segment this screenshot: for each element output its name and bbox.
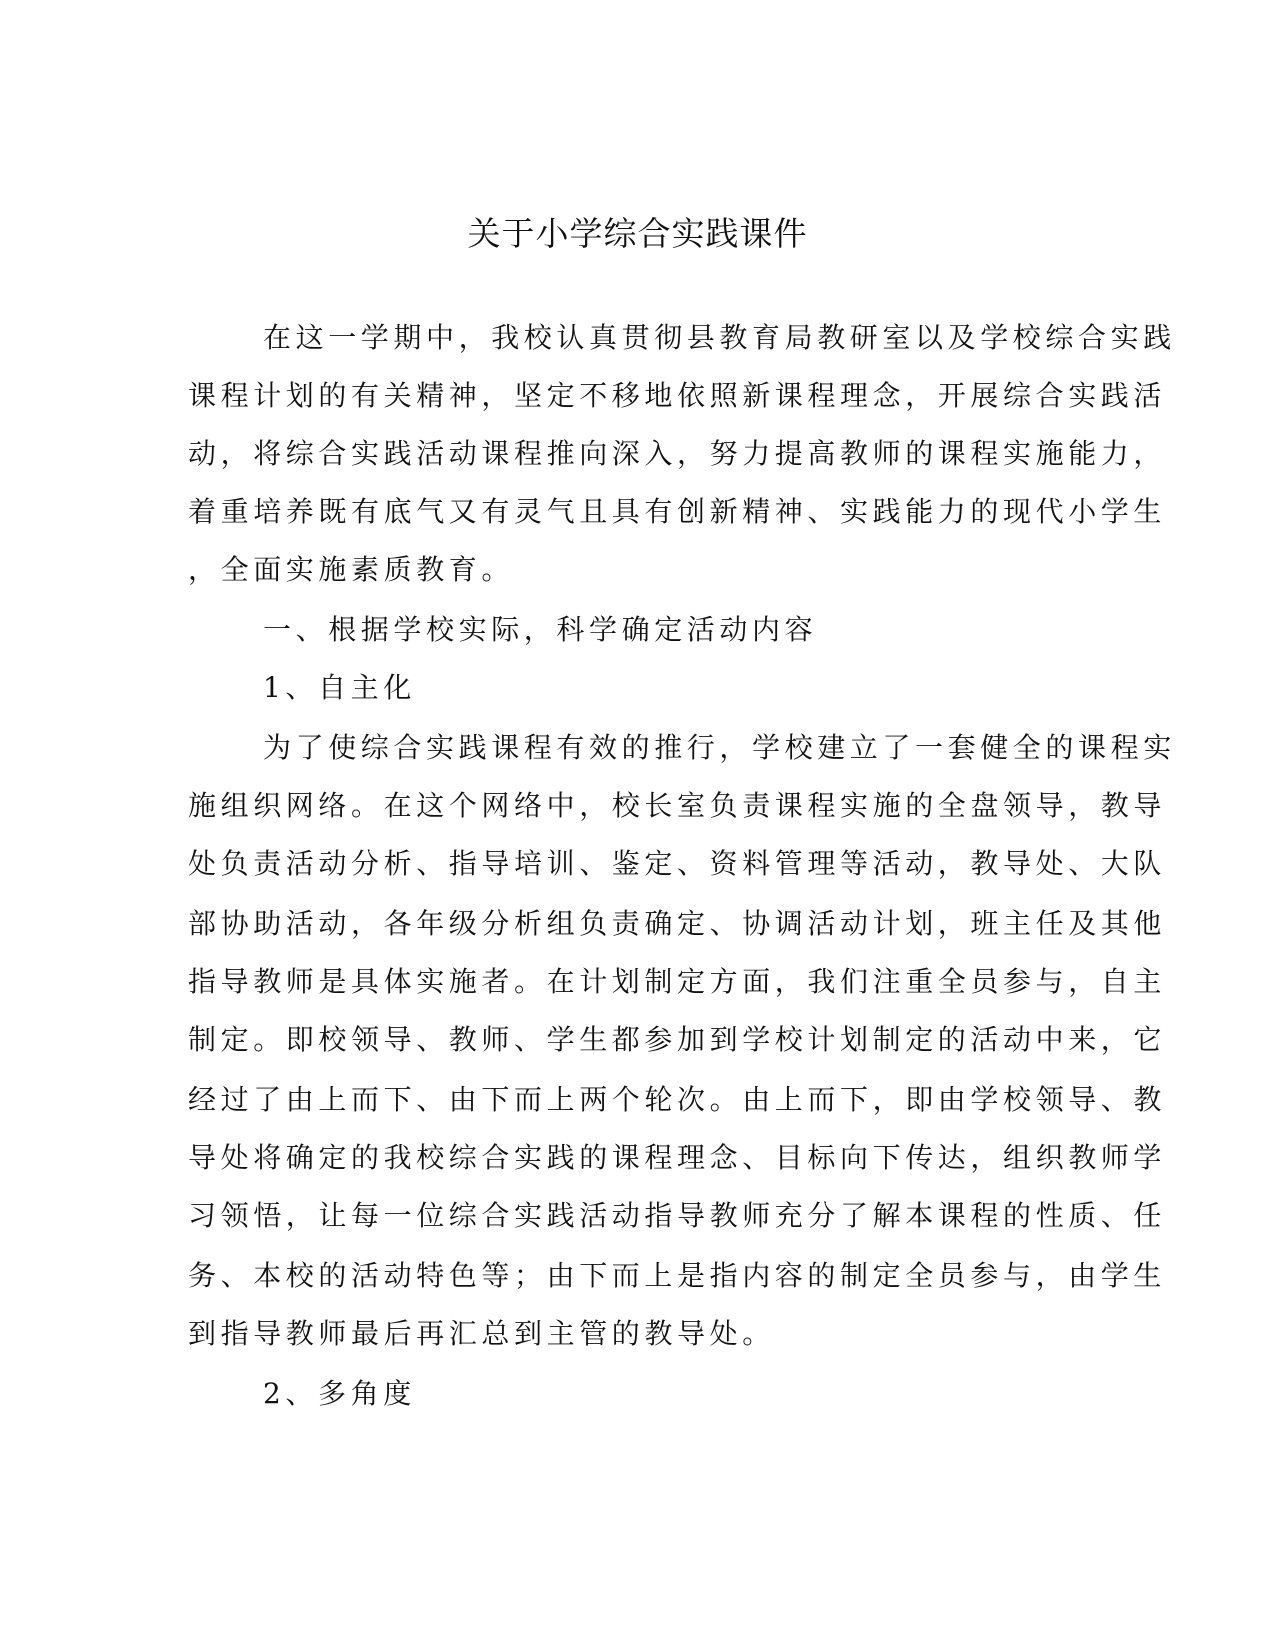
paragraph-line: 经过了由上而下、由下而上两个轮次。由上而下，即由学校领导、教: [188, 1083, 1167, 1116]
paragraph-line: 课程计划的有关精神，坚定不移地依照新课程理念，开展综合实践活: [188, 379, 1167, 412]
paragraph-line: ，全面实施素质教育。: [188, 553, 515, 586]
paragraph-line: 制定。即校领导、教师、学生都参加到学校计划制定的活动中来，它: [188, 1023, 1167, 1056]
paragraph-line: 务、本校的活动特色等；由下而上是指内容的制定全员参与，由学生: [188, 1259, 1167, 1292]
section-heading: 一、根据学校实际，科学确定活动内容: [263, 613, 818, 646]
paragraph-line: 处负责活动分析、指导培训、鉴定、资料管理等活动，教导处、大队: [188, 847, 1167, 880]
subsection-heading: 1、自主化: [263, 671, 416, 704]
paragraph-line: 部协助活动，各年级分析组负责确定、协调活动计划，班主任及其他: [188, 907, 1167, 940]
paragraph-line: 动，将综合实践活动课程推向深入，努力提高教师的课程实施能力，: [188, 437, 1167, 470]
subsection-heading: 2、多角度: [263, 1377, 416, 1410]
paragraph-line: 习领悟，让每一位综合实践活动指导教师充分了解本课程的性质、任: [188, 1199, 1167, 1232]
paragraph-line: 导处将确定的我校综合实践的课程理念、目标向下传达，组织教师学: [188, 1141, 1167, 1174]
document-title: 关于小学综合实践课件: [467, 214, 808, 253]
paragraph-line: 施组织网络。在这个网络中，校长室负责课程实施的全盘领导，教导: [188, 789, 1167, 822]
paragraph-line: 指导教师是具体实施者。在计划制定方面，我们注重全员参与，自主: [188, 965, 1167, 998]
paragraph-line: 为了使综合实践课程有效的推行，学校建立了一套健全的课程实: [263, 731, 1176, 764]
paragraph-line: 在这一学期中，我校认真贯彻县教育局教研室以及学校综合实践: [263, 321, 1176, 354]
paragraph-line: 着重培养既有底气又有灵气且具有创新精神、实践能力的现代小学生: [188, 495, 1167, 528]
paragraph-line: 到指导教师最后再汇总到主管的教导处。: [188, 1317, 775, 1350]
